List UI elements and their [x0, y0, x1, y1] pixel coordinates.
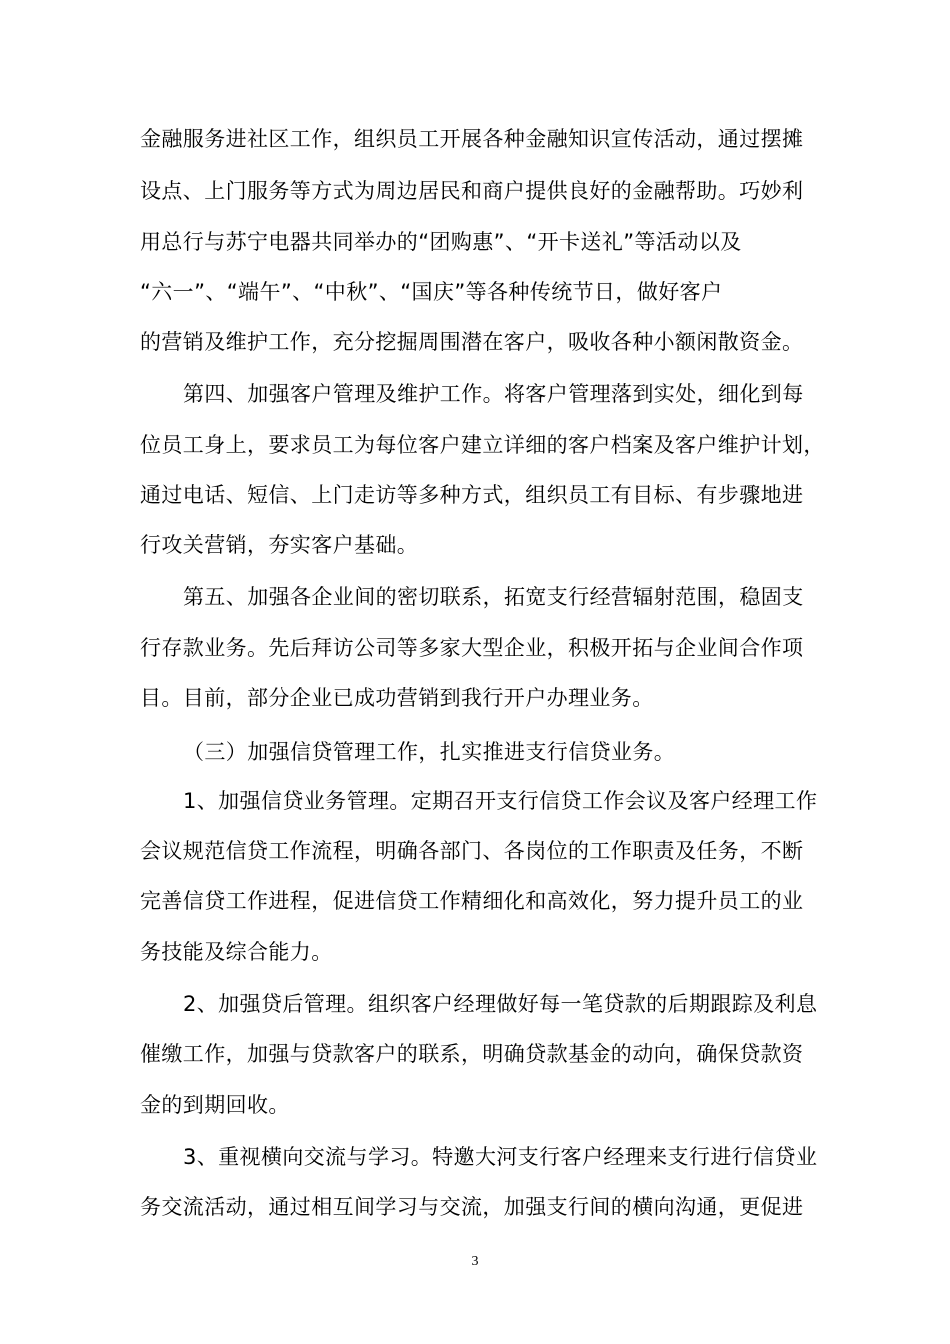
text-line: 行存款业务。先后拜访公司等多家大型企业，积极开拓与企业间合作项 [140, 636, 804, 660]
text-line: 务交流活动，通过相互间学习与交流，加强支行间的横向沟通，更促进 [140, 1195, 804, 1219]
section-heading: （三）加强信贷管理工作，扎实推进支行信贷业务。 [183, 740, 676, 764]
text-line: 3、重视横向交流与学习。特邀大河支行客户经理来支行进行信贷业 [183, 1145, 818, 1169]
text-line: 第四、加强客户管理及维护工作。将客户管理落到实处，细化到每 [183, 382, 804, 406]
text-line: 1、加强信贷业务管理。定期召开支行信贷工作会议及客户经理工作 [183, 789, 818, 813]
text-line: 金的到期回收。 [140, 1093, 290, 1117]
text-line: 通过电话、短信、上门走访等多种方式，组织员工有目标、有步骤地进 [140, 483, 804, 507]
text-line: “六一”、“端午”、“中秋”、“国庆”等各种传统节日，做好客户 [140, 280, 723, 304]
text-line: 位员工身上，要求员工为每位客户建立详细的客户档案及客户维护计划， [140, 433, 825, 457]
text-line: 的营销及维护工作，充分挖掘周围潜在客户，吸收各种小额闲散资金。 [140, 330, 804, 354]
text-line: 目。目前，部分企业已成功营销到我行开户办理业务。 [140, 686, 654, 710]
text-line: 完善信贷工作进程，促进信贷工作精细化和高效化，努力提升员工的业 [140, 889, 804, 913]
page-number: 3 [471, 1254, 479, 1269]
text-line: 第五、加强各企业间的密切联系，拓宽支行经营辐射范围，稳固支 [183, 585, 804, 609]
text-line: 会议规范信贷工作流程，明确各部门、各岗位的工作职责及任务，不断 [140, 839, 804, 863]
text-line: 务技能及综合能力。 [140, 940, 333, 964]
text-line: 2、加强贷后管理。组织客户经理做好每一笔贷款的后期跟踪及利息 [183, 992, 818, 1016]
text-line: 催缴工作，加强与贷款客户的联系，明确贷款基金的动向，确保贷款资 [140, 1042, 804, 1066]
text-line: 行攻关营销，夯实客户基础。 [140, 533, 419, 557]
text-line: 设点、上门服务等方式为周边居民和商户提供良好的金融帮助。巧妙利 [140, 179, 804, 203]
text-line: 金融服务进社区工作，组织员工开展各种金融知识宣传活动，通过摆摊 [140, 127, 804, 151]
text-line: 用总行与苏宁电器共同举办的“团购惠”、“开卡送礼”等活动以及 [140, 230, 742, 254]
